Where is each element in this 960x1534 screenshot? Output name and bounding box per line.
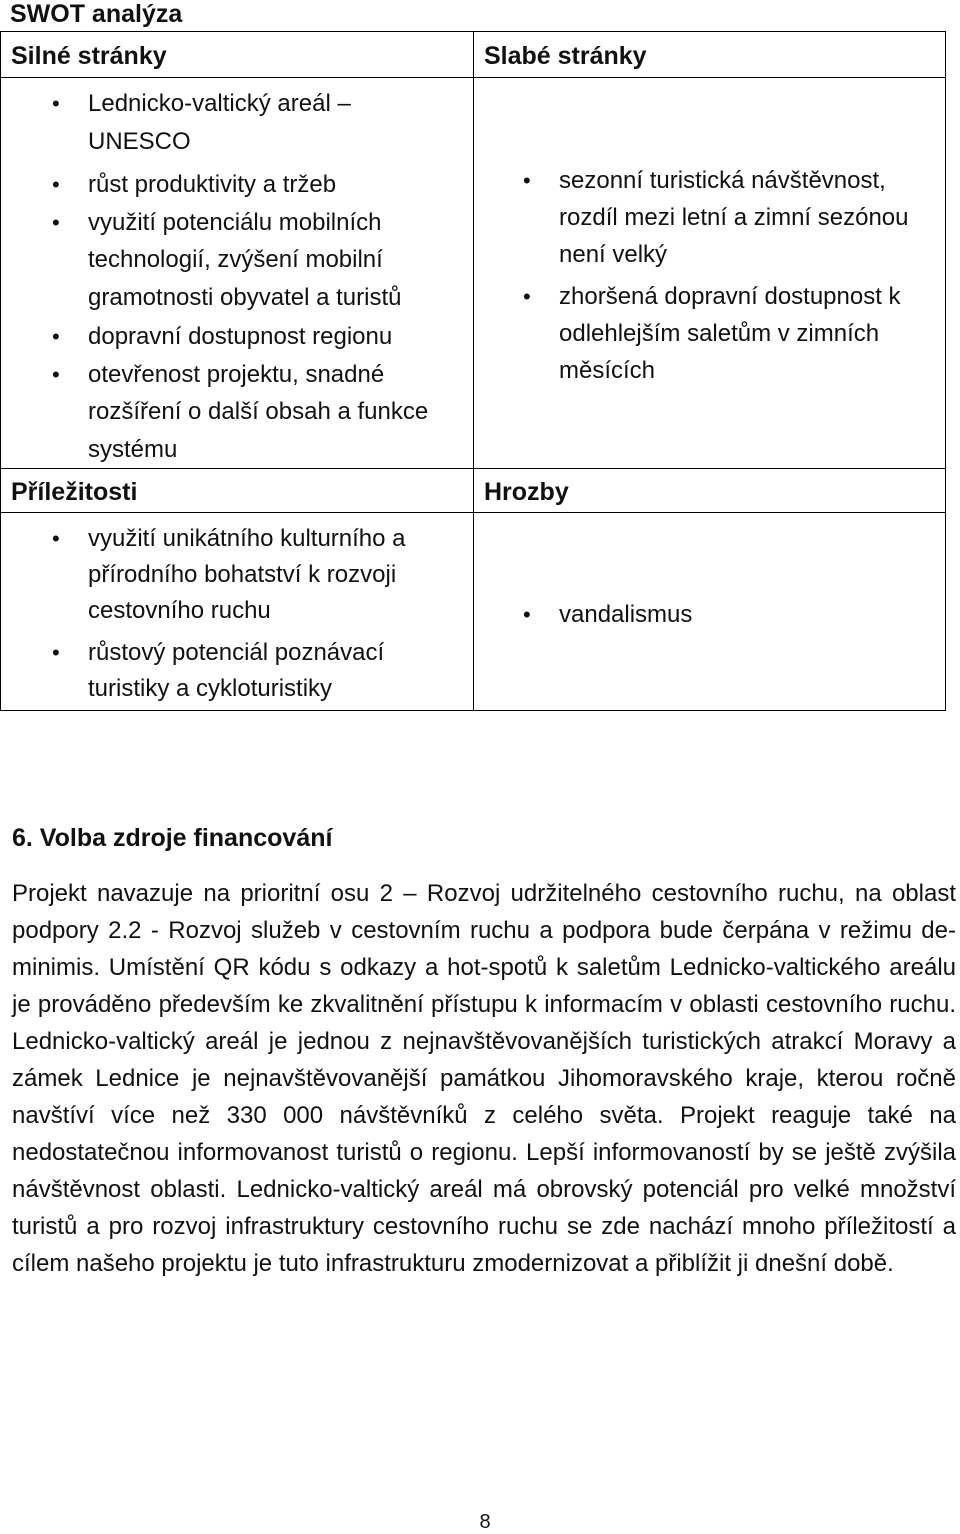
bullet-icon: •	[52, 324, 60, 349]
list-item: • využití unikátního kulturního a přírodního bohatství k rozvoji cestovního ruchu	[88, 521, 458, 629]
threats-heading: Hrozby	[484, 478, 569, 506]
bullet-icon: •	[52, 526, 60, 551]
bullet-icon: •	[52, 91, 60, 116]
bullet-icon: •	[523, 284, 531, 309]
strengths-heading: Silné stránky	[11, 42, 167, 70]
opportunities-list	[52, 521, 458, 707]
list-item: • vandalismus	[559, 596, 919, 634]
list-item: • sezonní turistická návštěvnost, rozdíl mezi letní a zimní sezónou není velký	[559, 162, 919, 273]
bullet-icon: •	[52, 172, 60, 197]
section-heading: 6. Volba zdroje financování	[12, 824, 333, 852]
list-item: • růstový potenciál poznávací turistiky a cykloturistiky	[88, 635, 458, 707]
section-paragraph: Projekt navazuje na prioritní osu 2 – Rozvoj udržitelného cestovního ruchu, na oblast podpory 2.2 - Rozvoj služeb v cestovním ruchu a podpora bude čerpána v režimu de-minimis. Umístění QR kódu s odkazy a hot-spotů k saletům Lednicko-valtického areálu je prováděno především ke zkvalitnění přístupu k informacím v oblasti cestovního ruchu. Lednicko-valtický areál je jednou z nejnavštěvovanějších turistických atrakcí Moravy a zámek Lednice je nejnavštěvovanější památkou Jihomoravského kraje, kterou ročně navštíví více než 330 000 návštěvníků z celého světa. Projekt reaguje také na nedostatečnou informovanost turistů o regionu. Lepší informovaností by se ještě zvýšila návštěvnost oblasti. Lednicko-valtický areál má obrovský potenciál pro velké množství turistů a pro rozvoj infrastruktury cestovního ruchu se zde nachází mnoho příležitostí a cílem našeho projektu je tuto infrastrukturu zmodernizovat a přiblížit ji dnešní době.	[12, 880, 956, 1277]
swot-table	[0, 31, 946, 711]
weaknesses-list	[523, 162, 919, 389]
list-item: • růst produktivity a tržeb	[88, 166, 458, 204]
opportunities-heading: Příležitosti	[11, 478, 138, 506]
bullet-icon: •	[52, 361, 60, 387]
list-item: • dopravní dostupnost regionu	[88, 318, 458, 356]
bullet-icon: •	[52, 209, 60, 235]
bullet-icon: •	[523, 602, 531, 627]
bullet-icon: •	[52, 640, 60, 665]
page-number: 8	[479, 1511, 491, 1533]
document-title: SWOT analýza	[10, 0, 183, 28]
threats-list	[523, 596, 919, 634]
strengths-list	[52, 85, 458, 468]
list-item: • využití potenciálu mobilních technologií, zvýšení mobilní gramotnosti obyvatel a turistů	[88, 204, 458, 317]
list-item: • otevřenost projektu, snadné rozšíření o další obsah a funkce systému	[88, 356, 470, 469]
bullet-icon: •	[523, 168, 531, 193]
list-item: • Lednicko-valtický areál – UNESCO	[88, 85, 458, 160]
table-column-divider	[473, 32, 474, 710]
list-item: • zhoršená dopravní dostupnost k odlehlejším saletům v zimních měsících	[559, 278, 919, 389]
weaknesses-heading: Slabé stránky	[484, 42, 647, 70]
